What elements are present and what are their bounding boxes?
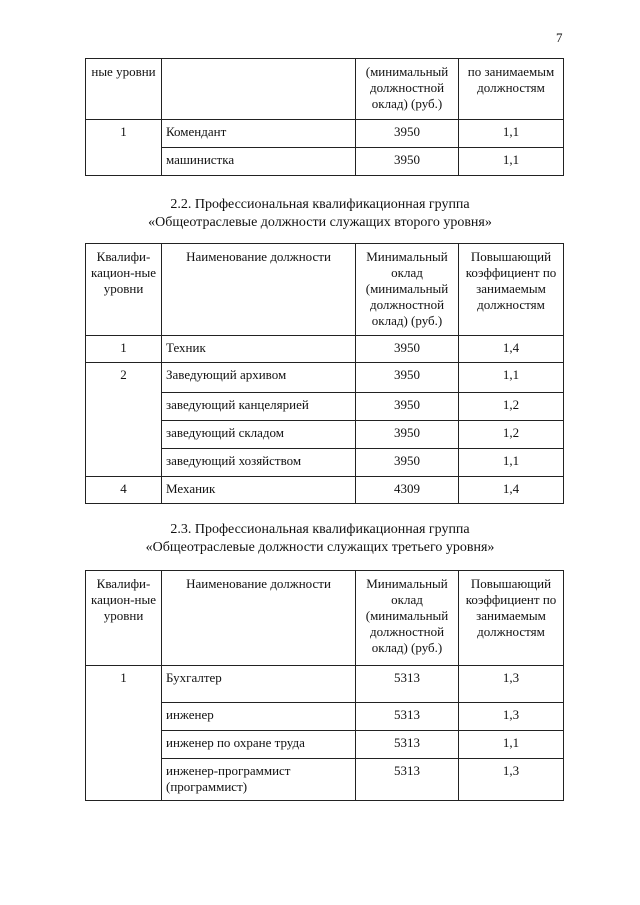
position-name: заведующий складом — [162, 421, 356, 449]
salary-value: 3950 — [356, 148, 459, 176]
qualification-level: 1 — [86, 336, 162, 363]
position-name: заведующий хозяйством — [162, 449, 356, 477]
header-row — [86, 59, 564, 120]
coefficient-value: 1,1 — [459, 449, 564, 477]
header-row — [86, 571, 564, 666]
salary-value: 4309 — [356, 477, 459, 504]
qualification-level: 1 — [86, 120, 162, 176]
position-name: Техник — [162, 336, 356, 363]
table-row — [86, 363, 564, 393]
salary-value: 5313 — [356, 703, 459, 731]
section-2-2-heading-line2: «Общеотраслевые должности служащих второго уровня» — [148, 215, 492, 230]
column-header: Наименование должности — [162, 244, 356, 336]
salary-value: 3950 — [356, 449, 459, 477]
coefficient-value: 1,1 — [459, 731, 564, 759]
column-header: Минимальный оклад (минимальный должностной оклад) (руб.) — [356, 244, 459, 336]
qualification-level: 4 — [86, 477, 162, 504]
position-name: машинистка — [162, 148, 356, 176]
section-2-3-heading-line2: «Общеотраслевые должности служащих третьего уровня» — [145, 540, 495, 555]
section-2-2-heading-line1: 2.2. Профессиональная квалификационная группа — [170, 197, 470, 212]
position-name: заведующий канцелярией — [162, 393, 356, 421]
coefficient-value: 1,1 — [459, 120, 564, 148]
salary-value: 3950 — [356, 363, 459, 393]
table-first-level — [85, 58, 564, 176]
coefficient-value: 1,2 — [459, 393, 564, 421]
coefficient-value: 1,4 — [459, 477, 564, 504]
qualification-level: 1 — [86, 666, 162, 801]
column-header: ные уровни — [86, 59, 162, 120]
table-row — [86, 666, 564, 703]
table-row — [86, 477, 564, 504]
salary-value: 3950 — [356, 421, 459, 449]
position-name: инженер-программист (программист) — [162, 759, 356, 801]
position-name: инженер по охране труда — [162, 731, 356, 759]
coefficient-value: 1,3 — [459, 703, 564, 731]
coefficient-value: 1,1 — [459, 148, 564, 176]
column-header: по занимаемым должностям — [459, 59, 564, 120]
column-header: Повышающий коэффициент по занимаемым должностям — [459, 244, 564, 336]
coefficient-value: 1,2 — [459, 421, 564, 449]
column-header: Повышающий коэффициент по занимаемым должностям — [459, 571, 564, 666]
position-name: инженер — [162, 703, 356, 731]
section-2-3-heading-line1: 2.3. Профессиональная квалификационная группа — [170, 522, 470, 537]
coefficient-value: 1,3 — [459, 759, 564, 801]
table-third-level — [85, 570, 564, 801]
position-name: Заведующий архивом — [162, 363, 356, 393]
salary-value: 5313 — [356, 666, 459, 703]
coefficient-value: 1,4 — [459, 336, 564, 363]
salary-value: 5313 — [356, 731, 459, 759]
column-header: Квалифи-кацион-ные уровни — [86, 571, 162, 666]
coefficient-value: 1,3 — [459, 666, 564, 703]
column-header: (минимальный должностной оклад) (руб.) — [356, 59, 459, 120]
salary-value: 3950 — [356, 120, 459, 148]
column-header: Квалифи-кацион-ные уровни — [86, 244, 162, 336]
salary-value: 5313 — [356, 759, 459, 801]
table-row — [86, 336, 564, 363]
table-second-level — [85, 243, 564, 504]
table-row — [86, 120, 564, 148]
column-header — [162, 59, 356, 120]
coefficient-value: 1,1 — [459, 363, 564, 393]
column-header: Наименование должности — [162, 571, 356, 666]
position-name: Механик — [162, 477, 356, 504]
header-row — [86, 244, 564, 336]
salary-value: 3950 — [356, 393, 459, 421]
position-name: Комендант — [162, 120, 356, 148]
qualification-level: 2 — [86, 363, 162, 477]
salary-value: 3950 — [356, 336, 459, 363]
position-name: Бухгалтер — [162, 666, 356, 703]
page-number: 7 — [556, 30, 563, 45]
column-header: Минимальный оклад (минимальный должностной оклад) (руб.) — [356, 571, 459, 666]
